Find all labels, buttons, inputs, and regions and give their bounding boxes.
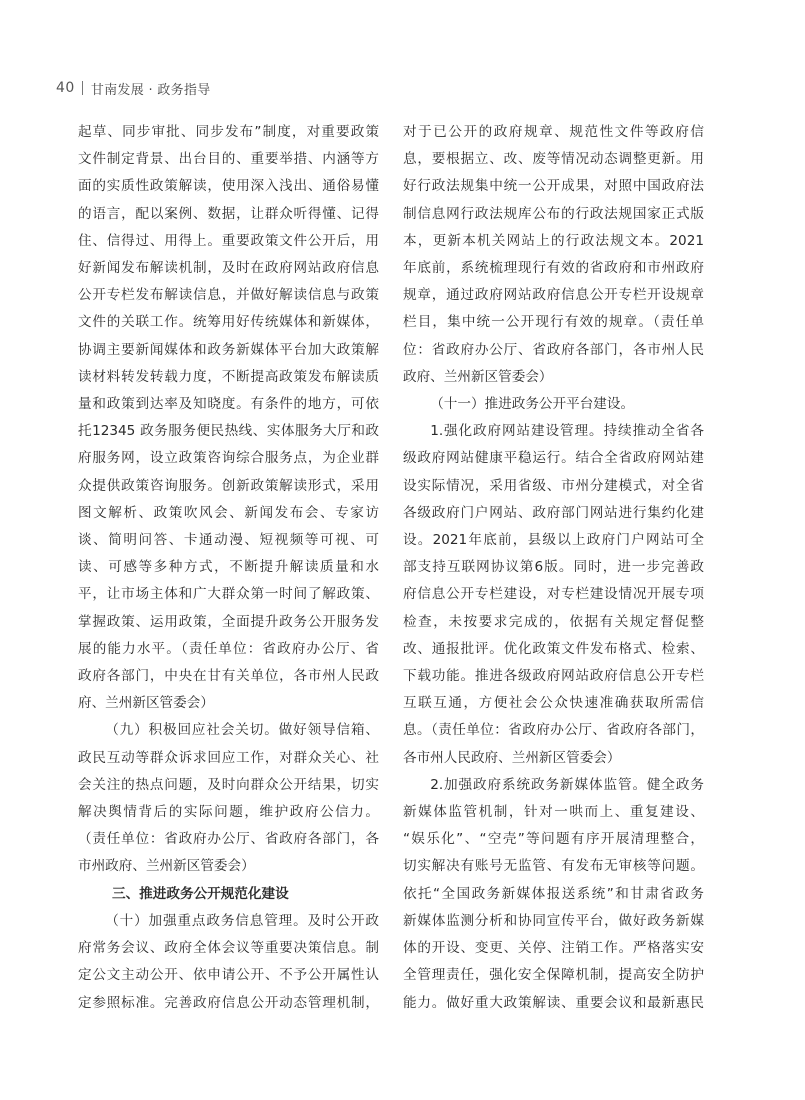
text-line: 级政府网站健康平稳运行。结合全省政府网站建 [403, 450, 704, 467]
text-line: 府、兰州新区管委会） [78, 695, 214, 712]
paragraph [403, 391, 704, 418]
text-line: 各市州人民政府、兰州新区管委会） [403, 749, 621, 766]
text-line: 好新闻发布解读机制，及时在政府网站政府信息 [78, 260, 379, 277]
text-line: 互联互通，方便社会公众快速准确获取所需信 [403, 695, 704, 712]
paragraph [403, 772, 704, 1017]
text-line: 对于已公开的政府规章、规范性文件等政府信 [403, 124, 704, 140]
text-line: 年底前，系统梳理现行有效的省政府和市州政府 [403, 260, 704, 277]
text-line: 平，让市场主体和广大群众第一时间了解政策、 [78, 586, 379, 603]
paragraph [403, 418, 704, 772]
text-line: 部支持互联网协议第6版。同时，进一步完善政 [403, 559, 704, 576]
text-line: 切实解决有账号无监管、有发布无审核等问题。 [403, 858, 704, 875]
text-line: 谈、简明问答、卡通动漫、短视频等可视、可 [78, 532, 379, 549]
text-line: 检查，未按要求完成的，依据有关规定督促整 [403, 613, 704, 630]
text-line: 新媒体监管机制，针对一哄而上、重复建设、 [403, 804, 704, 821]
text-line: 设。2021年底前，县级以上政府门户网站可全 [403, 532, 704, 549]
text-line: 制信息网行政法规库公布的行政法规国家正式版 [403, 205, 704, 222]
text-line: 公开专栏发布解读信息，并做好解读信息与政策 [78, 287, 379, 304]
text-line: （责任单位：省政府办公厅、省政府各部门，各 [78, 831, 379, 848]
text-line: 好行政法规集中统一公开成果，对照中国政府法 [403, 178, 704, 195]
text-line: 栏目，集中统一公开现行有效的规章。（责任单 [403, 314, 704, 331]
paragraph [78, 908, 379, 1017]
text-line: 协调主要新闻媒体和政务新媒体平台加大政策解 [78, 341, 379, 358]
text-line: 文件制定背景、出台目的、重要举措、内涵等方 [78, 151, 379, 168]
right-column [403, 119, 704, 1017]
text-line: 住、信得过、用得上。重要政策文件公开后，用 [78, 232, 379, 249]
left-column [78, 119, 379, 1017]
text-line: 文件的关联工作。统筹用好传统媒体和新媒体， [78, 314, 379, 331]
text-line: 设实际情况，采用省级、市州分建模式，对全省 [403, 477, 704, 494]
paragraph [403, 119, 704, 391]
text-line: 展的能力水平。（责任单位：省政府办公厅、省 [78, 640, 379, 657]
text-line: 托12345 政务服务便民热线、实体服务大厅和政 [78, 423, 379, 440]
text-line: 读材料转发转载力度，不断提高政策发布解读质 [78, 368, 379, 385]
text-line: 体的开设、变更、关停、注销工作。严格落实安 [403, 940, 704, 957]
text-line: 政民互动等群众诉求回应工作，对群众关心、社 [78, 749, 379, 766]
text-line: 息。（责任单位：省政府办公厅、省政府各部门， [403, 722, 704, 739]
text-line: 会关注的热点问题，及时向群众公开结果，切实 [78, 776, 379, 793]
text-line: 全管理责任，强化安全保障机制，提高安全防护 [403, 967, 704, 984]
text-line: 起草、同步审批、同步发布”制度，对重要政策 [78, 124, 379, 140]
text-line: 依托“全国政务新媒体报送系统”和甘肃省政务 [403, 885, 704, 902]
text-line: 的语言，配以案例、数据，让群众听得懂、记得 [78, 205, 379, 222]
text-line: 众提供政策咨询服务。创新政策解读形式，采用 [78, 477, 379, 494]
text-line: 定参照标准。完善政府信息公开动态管理机制， [78, 994, 379, 1011]
text-line: 三、推进政务公开规范化建设 [112, 885, 289, 902]
text-line: 量和政策到达率及知晓度。有条件的地方，可依 [78, 396, 379, 413]
text-line: 1.强化政府网站建设管理。持续推动全省各 [430, 423, 704, 440]
text-line: 各级政府门户网站、政府部门网站进行集约化建 [403, 504, 704, 521]
text-line: 府信息公开专栏建设，对专栏建设情况开展专项 [403, 586, 704, 603]
page-number: 40 [56, 80, 75, 96]
text-line: 读、可感等多种方式，不断提升解读质量和水 [78, 559, 379, 576]
text-line: 解决舆情背后的实际问题，维护政府公信力。 [78, 804, 379, 821]
section-heading [78, 881, 379, 908]
paragraph [78, 717, 379, 880]
text-line: 规章，通过政府网站政府信息公开专栏开设规章 [403, 287, 704, 304]
text-line: （十一）推进政务公开平台建设。 [430, 396, 635, 413]
paragraph [78, 119, 379, 717]
text-line: 新媒体监测分析和协同宣传平台，做好政务新媒 [403, 912, 704, 929]
running-header [56, 79, 211, 97]
text-line: “娱乐化”、“空壳”等问题有序开展清理整合， [403, 831, 704, 848]
text-line: 下载功能。推进各级政府网站政府信息公开专栏 [403, 668, 704, 685]
text-line: 能力。做好重大政策解读、重要会议和最新惠民 [403, 994, 704, 1011]
header-separator [82, 81, 83, 95]
text-line: 政府各部门，中央在甘有关单位，各市州人民政 [78, 668, 379, 685]
text-line: 本，更新本机关网站上的行政法规文本。2021 [403, 232, 704, 249]
text-line: 政府、兰州新区管委会） [403, 368, 553, 385]
publication-title: 甘南发展 · 政务指导 [90, 82, 211, 98]
text-line: 掌握政策、运用政策，全面提升政务公开服务发 [78, 613, 379, 630]
text-line: 府服务网，设立政策咨询综合服务点，为企业群 [78, 450, 379, 467]
text-line: 市州政府、兰州新区管委会） [78, 858, 255, 875]
text-line: 府常务会议、政府全体会议等重要决策信息。制 [78, 940, 379, 957]
text-line: 2.加强政府系统政务新媒体监管。健全政务 [430, 776, 704, 793]
text-line: 息，要根据立、改、废等情况动态调整更新。用 [403, 151, 704, 168]
text-line: 面的实质性政策解读，使用深入浅出、通俗易懂 [78, 178, 379, 195]
text-line: （十）加强重点政务信息管理。及时公开政 [105, 912, 379, 929]
text-line: 位：省政府办公厅、省政府各部门，各市州人民 [403, 341, 704, 358]
text-line: 图文解析、政策吹风会、新闻发布会、专家访 [78, 504, 379, 521]
text-line: 定公文主动公开、依申请公开、不予公开属性认 [78, 967, 379, 984]
text-line: 改、通报批评。优化政策文件发布格式、检索、 [403, 640, 704, 657]
text-line: （九）积极回应社会关切。做好领导信箱、 [105, 722, 379, 739]
